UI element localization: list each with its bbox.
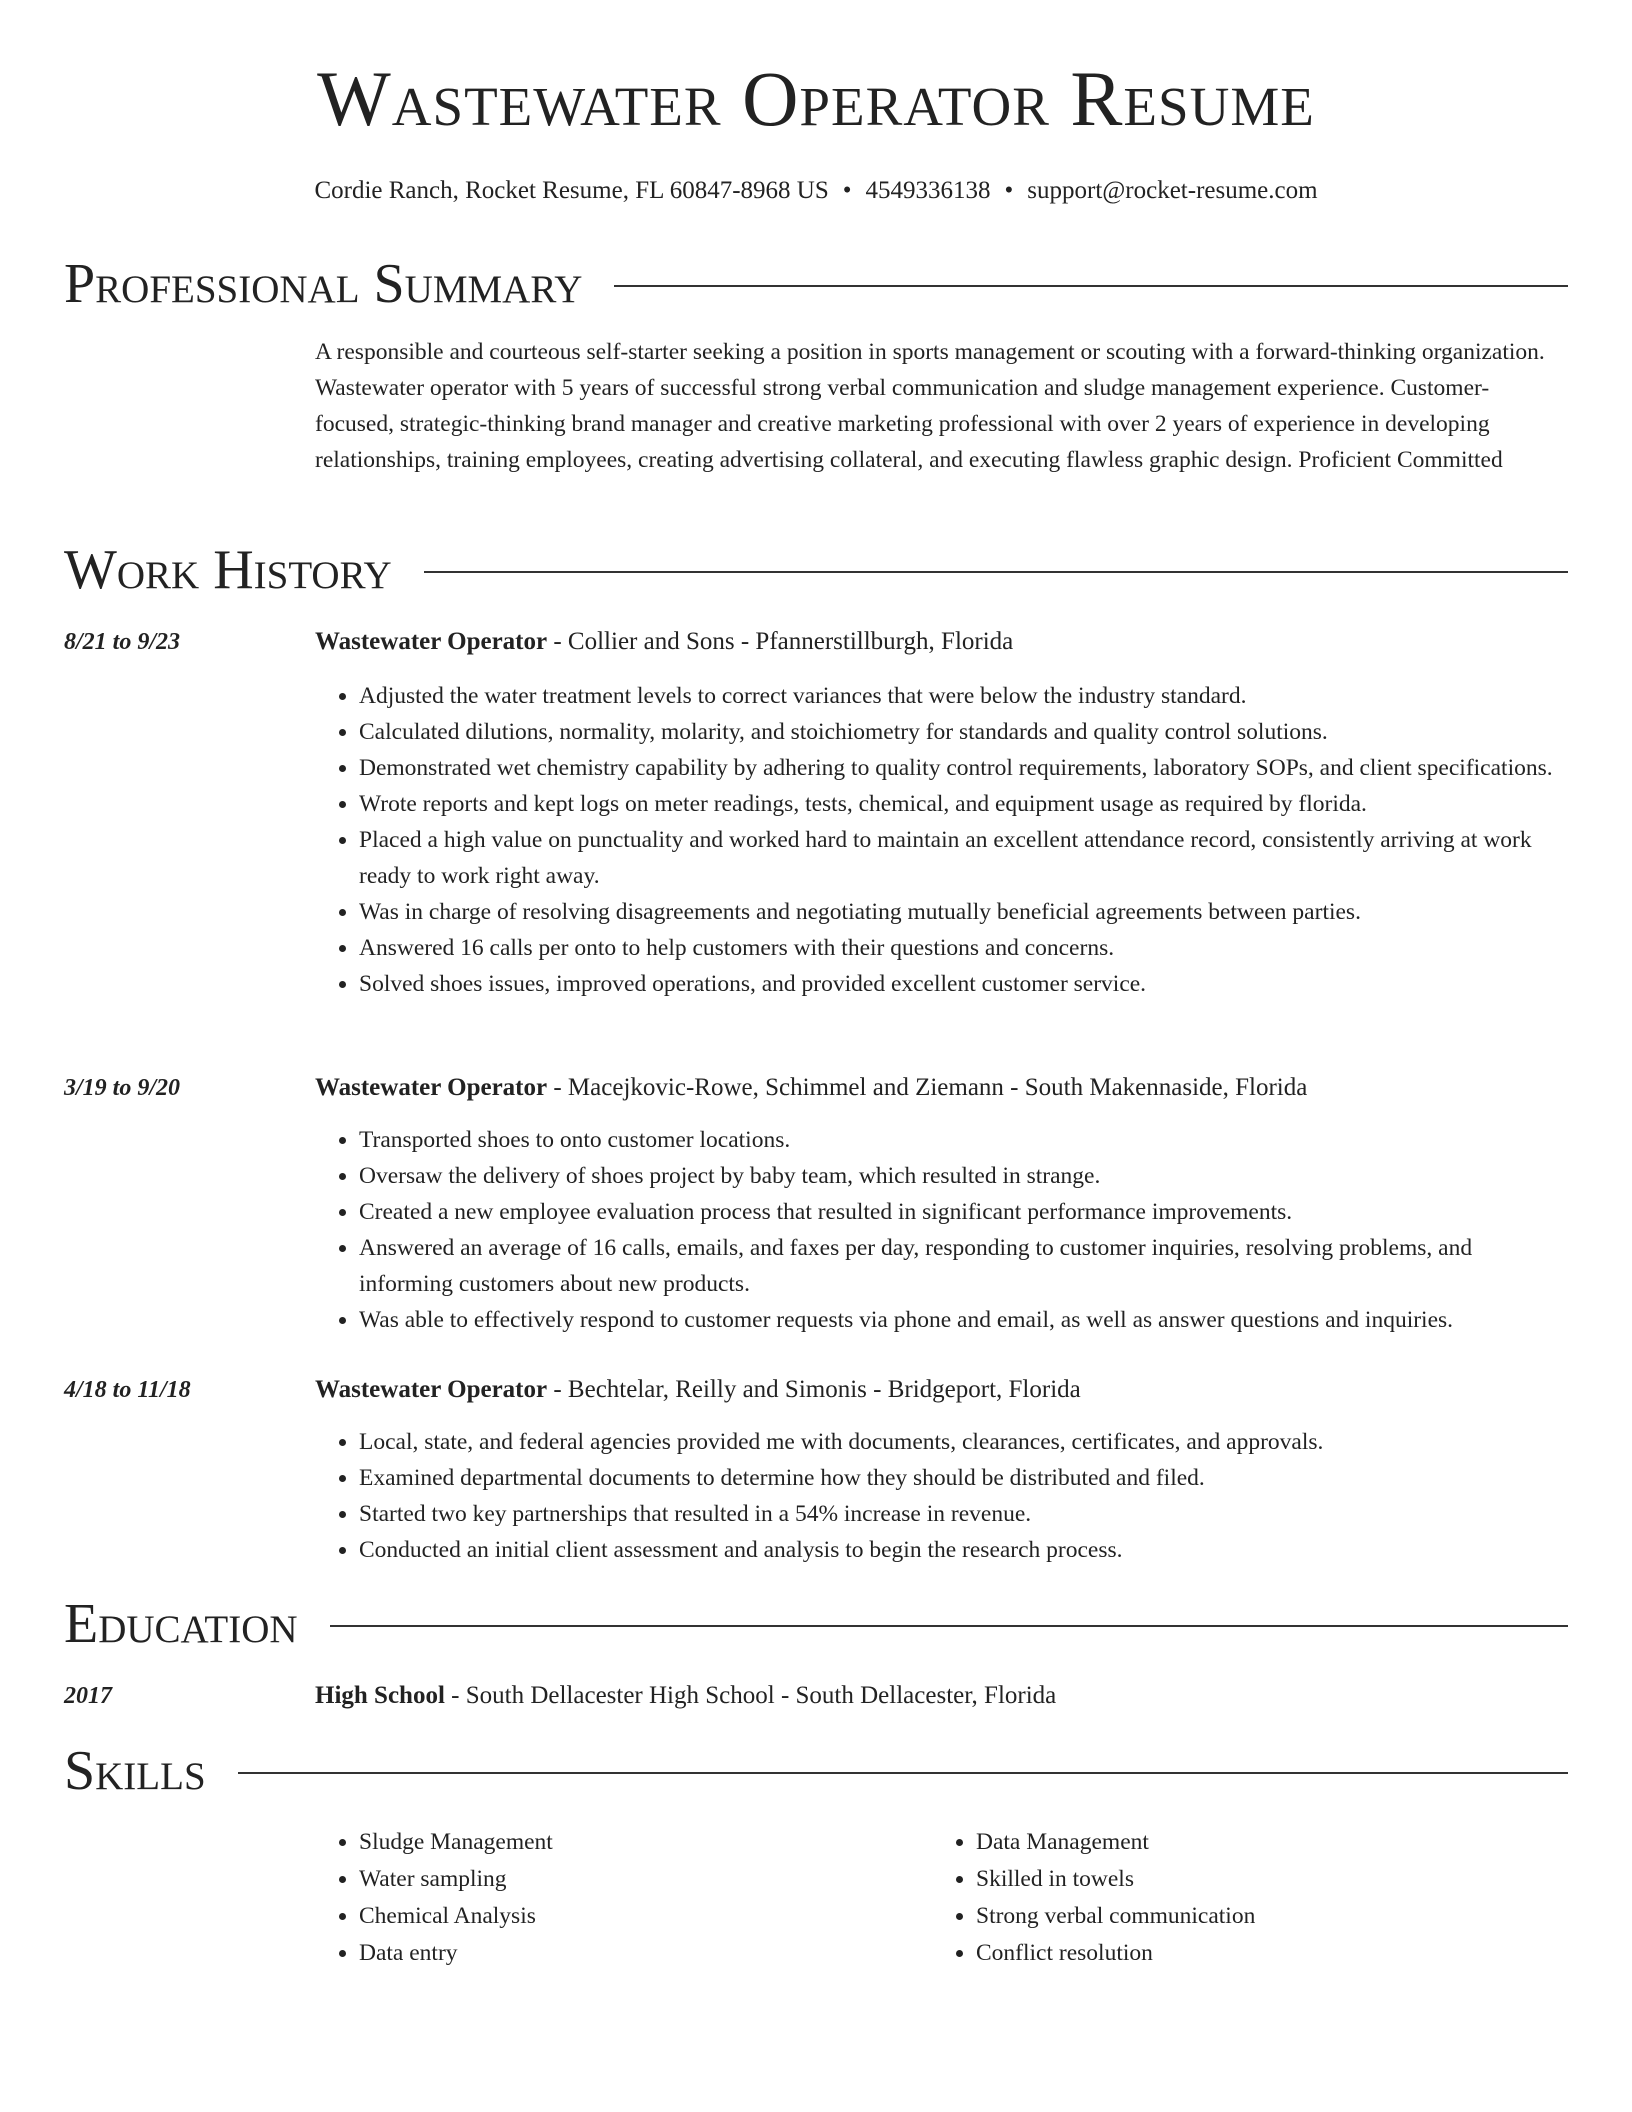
list-item: • Demonstrated wet chemistry capability by adhering to quality control requirements, laboratory SOPs, and client specifications. <box>359 750 1568 786</box>
job-title: Wastewater Operator <box>315 1074 548 1101</box>
list-item: • Was in charge of resolving disagreements and negotiating mutually beneficial agreements between parties. <box>359 894 1568 930</box>
section-title-skills: Skills <box>64 1740 206 1802</box>
section-header-work-history <box>64 538 1568 602</box>
job-title: Wastewater Operator <box>315 1376 548 1403</box>
section-title-education: Education <box>64 1593 298 1655</box>
skills-list-left <box>315 1824 553 1972</box>
contact-email: support@rocket-resume.com <box>1027 177 1318 204</box>
list-item: • Skilled in towels <box>976 1861 1255 1898</box>
list-item: • Solved shoes issues, improved operations, and provided excellent customer service. <box>359 966 1568 1002</box>
list-item: • Wrote reports and kept logs on meter readings, tests, chemical, and equipment usage as required by florida. <box>359 786 1568 822</box>
section-header-education <box>64 1592 1568 1656</box>
list-item: • Conflict resolution <box>976 1935 1255 1972</box>
job-dates: 4/18 to 11/18 <box>64 1377 191 1403</box>
section-header-summary <box>64 252 1568 316</box>
job-dates: 8/21 to 9/23 <box>64 629 181 655</box>
contact-separator: • <box>1004 177 1014 204</box>
skills-list-right <box>932 1824 1255 1972</box>
list-item: • Was able to effectively respond to customer requests via phone and email, as well as answer questions and inquiries. <box>359 1302 1568 1338</box>
list-item: • Sludge Management <box>359 1824 553 1861</box>
job-heading <box>315 624 1013 660</box>
job-bullet-list <box>315 678 1568 1002</box>
list-item: • Strong verbal communication <box>976 1898 1255 1935</box>
contact-line <box>64 174 1568 208</box>
contact-address: Cordie Ranch, Rocket Resume, FL 60847-8968 US <box>314 177 829 204</box>
job-heading <box>315 1070 1307 1106</box>
list-item: • Adjusted the water treatment levels to correct variances that were below the industry standard. <box>359 678 1568 714</box>
summary-text: A responsible and courteous self-starter seeking a position in sports management or scouting with a forward-thinking organization. Wastewater operator with 5 years of successful strong verbal communication and sludge management experience. Customer-focused, strategic-thinking brand manager and creative marketing professional with over 2 years of experience in developing relationships, training employees, creating advertising collateral, and executing flawless graphic design. Proficient Committed <box>315 339 1545 473</box>
job-details: - Collier and Sons - Pfannerstillburgh, Florida <box>547 628 1014 655</box>
job-dates: 3/19 to 9/20 <box>64 1075 181 1101</box>
list-item: • Oversaw the delivery of shoes project by baby team, which resulted in strange. <box>359 1158 1568 1194</box>
list-item: • Started two key partnerships that resulted in a 54% increase in revenue. <box>359 1496 1568 1532</box>
list-item: • Calculated dilutions, normality, molarity, and stoichiometry for standards and quality control solutions. <box>359 714 1568 750</box>
section-title-work-history: Work History <box>64 539 392 601</box>
section-divider <box>424 571 1568 573</box>
job-bullet-list <box>315 1122 1568 1338</box>
job-details: - Bechtelar, Reilly and Simonis - Bridgeport, Florida <box>547 1376 1081 1403</box>
contact-separator: • <box>842 177 852 204</box>
education-year: 2017 <box>64 1683 112 1709</box>
list-item: • Chemical Analysis <box>359 1898 553 1935</box>
job-heading <box>315 1372 1081 1408</box>
list-item: • Conducted an initial client assessment and analysis to begin the research process. <box>359 1532 1568 1568</box>
list-item: • Answered 16 calls per onto to help customers with their questions and concerns. <box>359 930 1568 966</box>
list-item: • Data entry <box>359 1935 553 1972</box>
education-details: - South Dellacester High School - South Dellacester, Florida <box>444 1682 1057 1709</box>
list-item: • Created a new employee evaluation process that resulted in significant performance improvements. <box>359 1194 1568 1230</box>
section-divider <box>238 1772 1568 1774</box>
list-item: • Water sampling <box>359 1861 553 1898</box>
section-divider <box>330 1625 1568 1627</box>
job-title: Wastewater Operator <box>315 628 548 655</box>
list-item: • Transported shoes to onto customer locations. <box>359 1122 1568 1158</box>
job-details: - Macejkovic-Rowe, Schimmel and Ziemann - South Makennaside, Florida <box>547 1074 1308 1101</box>
resume-title: Wastewater Operator Resume <box>317 55 1315 142</box>
contact-phone: 4549336138 <box>865 177 991 204</box>
section-divider <box>614 285 1568 287</box>
section-header-skills <box>64 1739 1568 1803</box>
section-title-summary: Professional Summary <box>64 253 583 315</box>
list-item: • Examined departmental documents to determine how they should be distributed and filed. <box>359 1460 1568 1496</box>
list-item: • Data Management <box>976 1824 1255 1861</box>
list-item: • Local, state, and federal agencies provided me with documents, clearances, certificates, and approvals. <box>359 1424 1568 1460</box>
list-item: • Answered an average of 16 calls, emails, and faxes per day, responding to customer inquiries, resolving problems, and informing customers about new products. <box>359 1230 1568 1302</box>
education-degree: High School <box>315 1682 445 1709</box>
job-bullet-list <box>315 1424 1568 1568</box>
education-heading <box>315 1678 1056 1714</box>
list-item: • Placed a high value on punctuality and worked hard to maintain an excellent attendance record, consistently arriving at work ready to work right away. <box>359 822 1568 894</box>
